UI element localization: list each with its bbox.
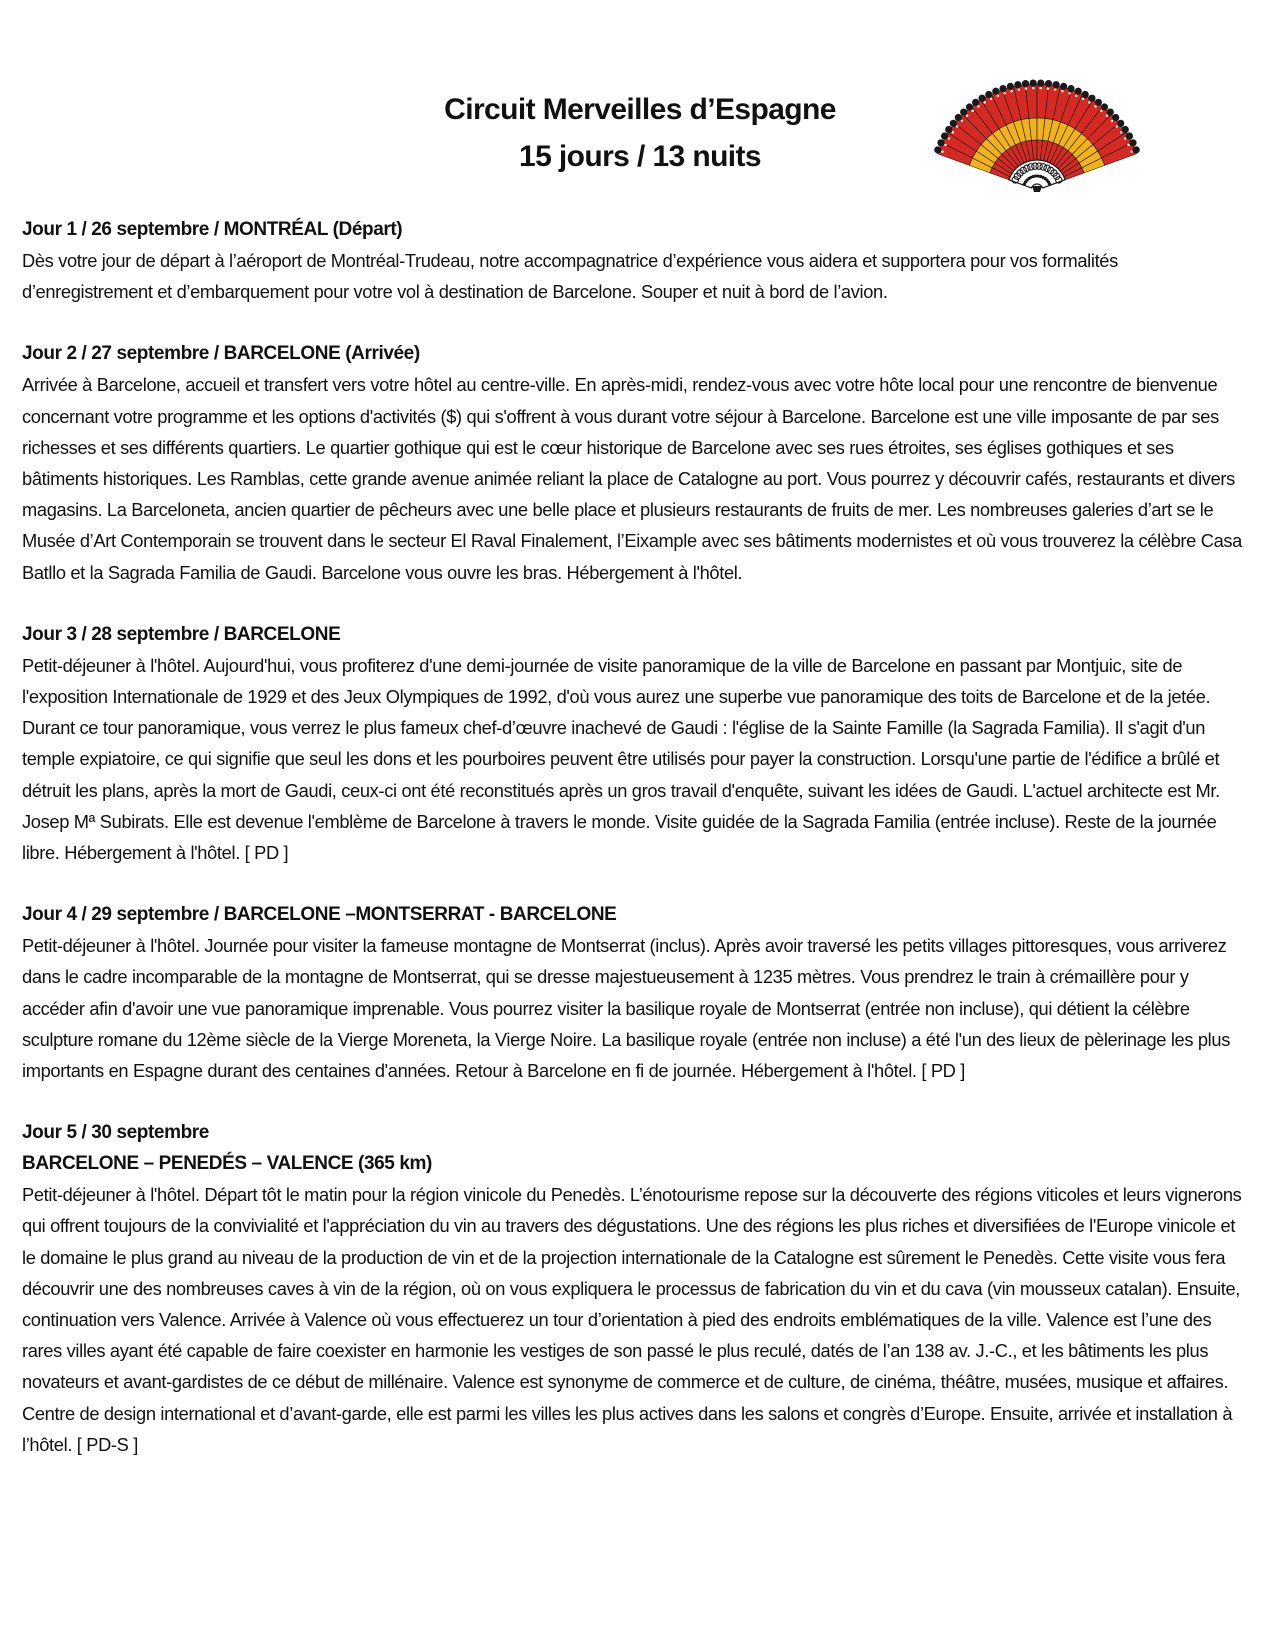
fan-edge-dot	[961, 120, 963, 122]
fan-edge-scallop	[1045, 80, 1052, 87]
fan-edge-scallop	[1117, 120, 1124, 127]
fan-edge-scallop	[1075, 88, 1082, 95]
day-heading: Jour 2 / 27 septembre / BARCELONE (Arrivée)	[22, 343, 420, 365]
fan-edge-dot	[966, 114, 968, 116]
fan-edge-dot	[971, 110, 973, 112]
day-route-heading: BARCELONE – PENEDÉS – VALENCE (365 km)	[22, 1153, 432, 1175]
fan-edge-scallop	[955, 114, 962, 121]
fan-edge-dot	[952, 131, 954, 133]
fan-edge-dot	[997, 95, 999, 97]
fan-edge-dot	[1075, 95, 1077, 97]
fan-edge-scallop	[1101, 103, 1108, 110]
fan-lace-dot	[1048, 182, 1051, 185]
fan-edge-scallop	[966, 103, 973, 110]
fan-edge-scallop	[1122, 126, 1129, 133]
day-section-4	[22, 899, 1250, 1086]
fan-edge-dot	[956, 125, 958, 127]
fan-edge-scallop	[1133, 146, 1140, 153]
day-description: Petit-déjeuner à l'hôtel. Journée pour visiter la fameuse montagne de Montserrat (inclus). Après avoir traversé les petits villages pittoresques, vous arriverez dans le cadre incomparable de la montagne de Montserrat, qui se dresse majestueusement à 1235 mètres. Vous prendrez le train à crémaillère pour y accéder afin d'avoir une vue panoramique imprenable. Vous pourrez visiter la basilique royale de Montserrat (entrée non incluse), qui détient la célèbre sculpture romane du 12ème siècle de la Vierge Moreneta, la Vierge Noire. La basilique royale (entrée non incluse) a été l'un des lieux de pèlerinage les plus importants en Espagne durant des centaines d'années. Retour à Barcelone en fi de journée. Hébergement à l'hôtel. [ PD ]	[22, 935, 1231, 1082]
fan-edge-scallop	[992, 88, 999, 95]
fan-edge-dot	[1032, 87, 1034, 89]
day-section-3	[22, 619, 1250, 868]
fan-edge-scallop	[1126, 132, 1133, 139]
day-section-5	[22, 1117, 1250, 1460]
fan-edge-scallop	[1030, 79, 1037, 86]
page-subtitle: 15 jours / 13 nuits	[518, 140, 762, 173]
fan-edge-scallop	[937, 139, 944, 146]
fan-edge-scallop	[978, 95, 985, 102]
fan-edge-dot	[1130, 150, 1132, 152]
fan-edge-scallop	[1007, 83, 1014, 90]
fan-edge-dot	[1010, 90, 1012, 92]
fan-edge-dot	[1003, 92, 1005, 94]
fan-edge-scallop	[1037, 79, 1044, 86]
fan-edge-dot	[1068, 92, 1070, 94]
fan-edge-dot	[1039, 87, 1041, 89]
day-heading: Jour 3 / 28 septembre / BARCELONE	[22, 623, 341, 645]
fan-edge-dot	[977, 105, 979, 107]
fan-edge-dot	[1116, 125, 1118, 127]
fan-handle	[1032, 186, 1042, 192]
fan-edge-scallop	[934, 146, 941, 153]
fan-edge-dot	[948, 137, 950, 139]
fan-edge-scallop	[985, 91, 992, 98]
fan-edge-dot	[941, 150, 943, 152]
fan-edge-dot	[1124, 137, 1126, 139]
fan-edge-scallop	[1053, 81, 1060, 88]
fan-edge-scallop	[950, 120, 957, 127]
fan-edge-scallop	[1107, 108, 1114, 115]
fan-edge-dot	[1127, 144, 1129, 146]
itinerary	[22, 214, 1250, 1491]
fan-edge-scallop	[1082, 91, 1089, 98]
fan-edge-dot	[1094, 105, 1096, 107]
fan-edge-scallop	[1129, 139, 1136, 146]
fan-edge-dot	[1088, 101, 1090, 103]
day-description: Petit-déjeuner à l'hôtel. Aujourd'hui, vous profiterez d'une demi-journée de visite panoramique de la ville de Barcelone en passant par Montjuic, site de l'exposition Internationale de 1929 et des Jeux Olympiques de 1992, d'où vous aurez une superbe vue panoramique des toits de Barcelone et de la jetée. Durant ce tour panoramique, vous verrez le plus fameux chef-d’œuvre inachevé de Gaudi : l'église de la Sainte Famille (la Sagrada Familia). Il s'agit d'un temple expiatoire, ce qui signifie que seul les dons et les pourboires peuvent être utilisés pour payer la construction. Lorsqu'une partie de l'édifice a brûlé et détruit les plans, après la mort de Gaudi, ceux-ci ont été reconstitués après un gros travail d'enquête, suivant les idées de Gaudi. L'actuel architecte est Mr. Josep Mª Subirats. Elle est devenue l'emblème de Barcelone à travers le monde. Visite guidée de la Sagrada Familia (entrée incluse). Reste de la journée libre. Hébergement à l'hôtel. [ PD ]	[22, 654, 1220, 864]
fan-edge-scallop	[945, 126, 952, 133]
page-title: Circuit Merveilles d’Espagne	[444, 93, 836, 126]
fan-edge-scallop	[1022, 80, 1029, 87]
fan-edge-dot	[1047, 87, 1049, 89]
fan-edge-scallop	[1014, 81, 1021, 88]
fan-edge-scallop	[941, 132, 948, 139]
day-description: Petit-déjeuner à l'hôtel. Départ tôt le matin pour la région vinicole du Penedès. L’énotourisme repose sur la découverte des régions viticoles et leurs vignerons qui offrent toujours de la convivialité et l'appréciation du vin au travers des dégustations. Une des régions les plus riches et diversifiées de l'Europe vinicole et le domaine le plus grand au niveau de la production de vin et de la projection internationale de la Catalogne est sûrement le Penedès. Cette visite vous fera découvrir une des nombreuses caves à vin de la région, où on vous expliquera le processus de fabrication du vin et du cava (vin mousseux catalan). Ensuite, continuation vers Valence. Arrivée à Valence où vous effectuerez un tour d’orientation à pied des endroits emblématiques de la ville. Valence est l’une des rares villes ayant été capable de faire coexister en harmonie les vestiges de son passé le plus reculé, datés de l’an 138 av. J.-C., et les bâtiments les plus novateurs et avant-gardistes de ce début de millénaire. Valence est synonyme de commerce et de culture, de cinéma, théâtre, musées, musique et affaires. Centre de design international et d’avant-garde, elle est parmi les villes les plus actives dans les salons et congrès d’Europe. Ensuite, arrivée et installation à l’hôtel. [ PD-S ]	[22, 1184, 1242, 1455]
fan-edge-dot	[990, 98, 992, 100]
day-description: Arrivée à Barcelone, accueil et transfert vers votre hôtel au centre-ville. En après-midi, rendez-vous avec votre hôte local pour une rencontre de bienvenue concernant votre programme et les options d'activités ($) qui s'offrent à vous durant votre séjour à Barcelone. Barcelone est une ville imposante de par ses richesses et ses différents quartiers. Le quartier gothique qui est le cœur historique de Barcelone avec ses rues étroites, ses églises gothiques et ses bâtiments historiques. Les Ramblas, cette grande avenue animée reliant la place de Catalogne au port. Vous pourrez y découvrir cafés, restaurants et divers magasins. La Barceloneta, ancien quartier de pêcheurs avec une belle place et plusieurs restaurants de fruits de mer. Les nombreuses galeries d’art se le Musée d’Art Contemporain se trouvent dans le secteur El Raval Finalement, l’Eixample avec ses bâtiments modernistes et où vous trouverez la célèbre Casa Batllo et la Sagrada Familia de Gaudi. Barcelone vous ouvre les bras. Hébergement à l'hôtel.	[22, 374, 1242, 583]
fan-edge-dot	[983, 101, 985, 103]
title-block	[330, 86, 950, 180]
fan-edge-scallop	[1088, 95, 1095, 102]
fan-edge-dot	[1054, 88, 1056, 90]
fan-edge-scallop	[1067, 85, 1074, 92]
fan-edge-dot	[944, 144, 946, 146]
fan-edge-scallop	[960, 108, 967, 115]
fan-edge-scallop	[1060, 83, 1067, 90]
fan-edge-dot	[1100, 110, 1102, 112]
fan-edge-dot	[1025, 87, 1027, 89]
fan-edge-dot	[1106, 114, 1108, 116]
fan-edge-dot	[1018, 88, 1020, 90]
fan-edge-scallop	[999, 85, 1006, 92]
fan-edge-dot	[1120, 131, 1122, 133]
day-heading: Jour 4 / 29 septembre / BARCELONE –MONTSERRAT - BARCELONE	[22, 904, 617, 926]
spanish-fan-icon	[925, 42, 1149, 192]
fan-edge-scallop	[972, 99, 979, 106]
fan-edge-dot	[1061, 90, 1063, 92]
day-heading: Jour 1 / 26 septembre / MONTRÉAL (Départ)	[22, 219, 403, 240]
day-description: Dès votre jour de départ à l’aéroport de Montréal-Trudeau, notre accompagnatrice d’expérience vous aidera et supportera pour vos formalités d’enregistrement et d’embarquement pour votre vol à destination de Barcelone. Souper et nuit à bord de l’avion.	[22, 250, 1118, 303]
fan-edge-dot	[1082, 98, 1084, 100]
day-heading: Jour 5 / 30 septembre	[22, 1122, 209, 1144]
fan-edge-scallop	[1112, 114, 1119, 121]
fan-edge-scallop	[1095, 99, 1102, 106]
fan-edge-dot	[1111, 120, 1113, 122]
day-section-2	[22, 338, 1250, 587]
day-section-1	[22, 214, 1250, 307]
